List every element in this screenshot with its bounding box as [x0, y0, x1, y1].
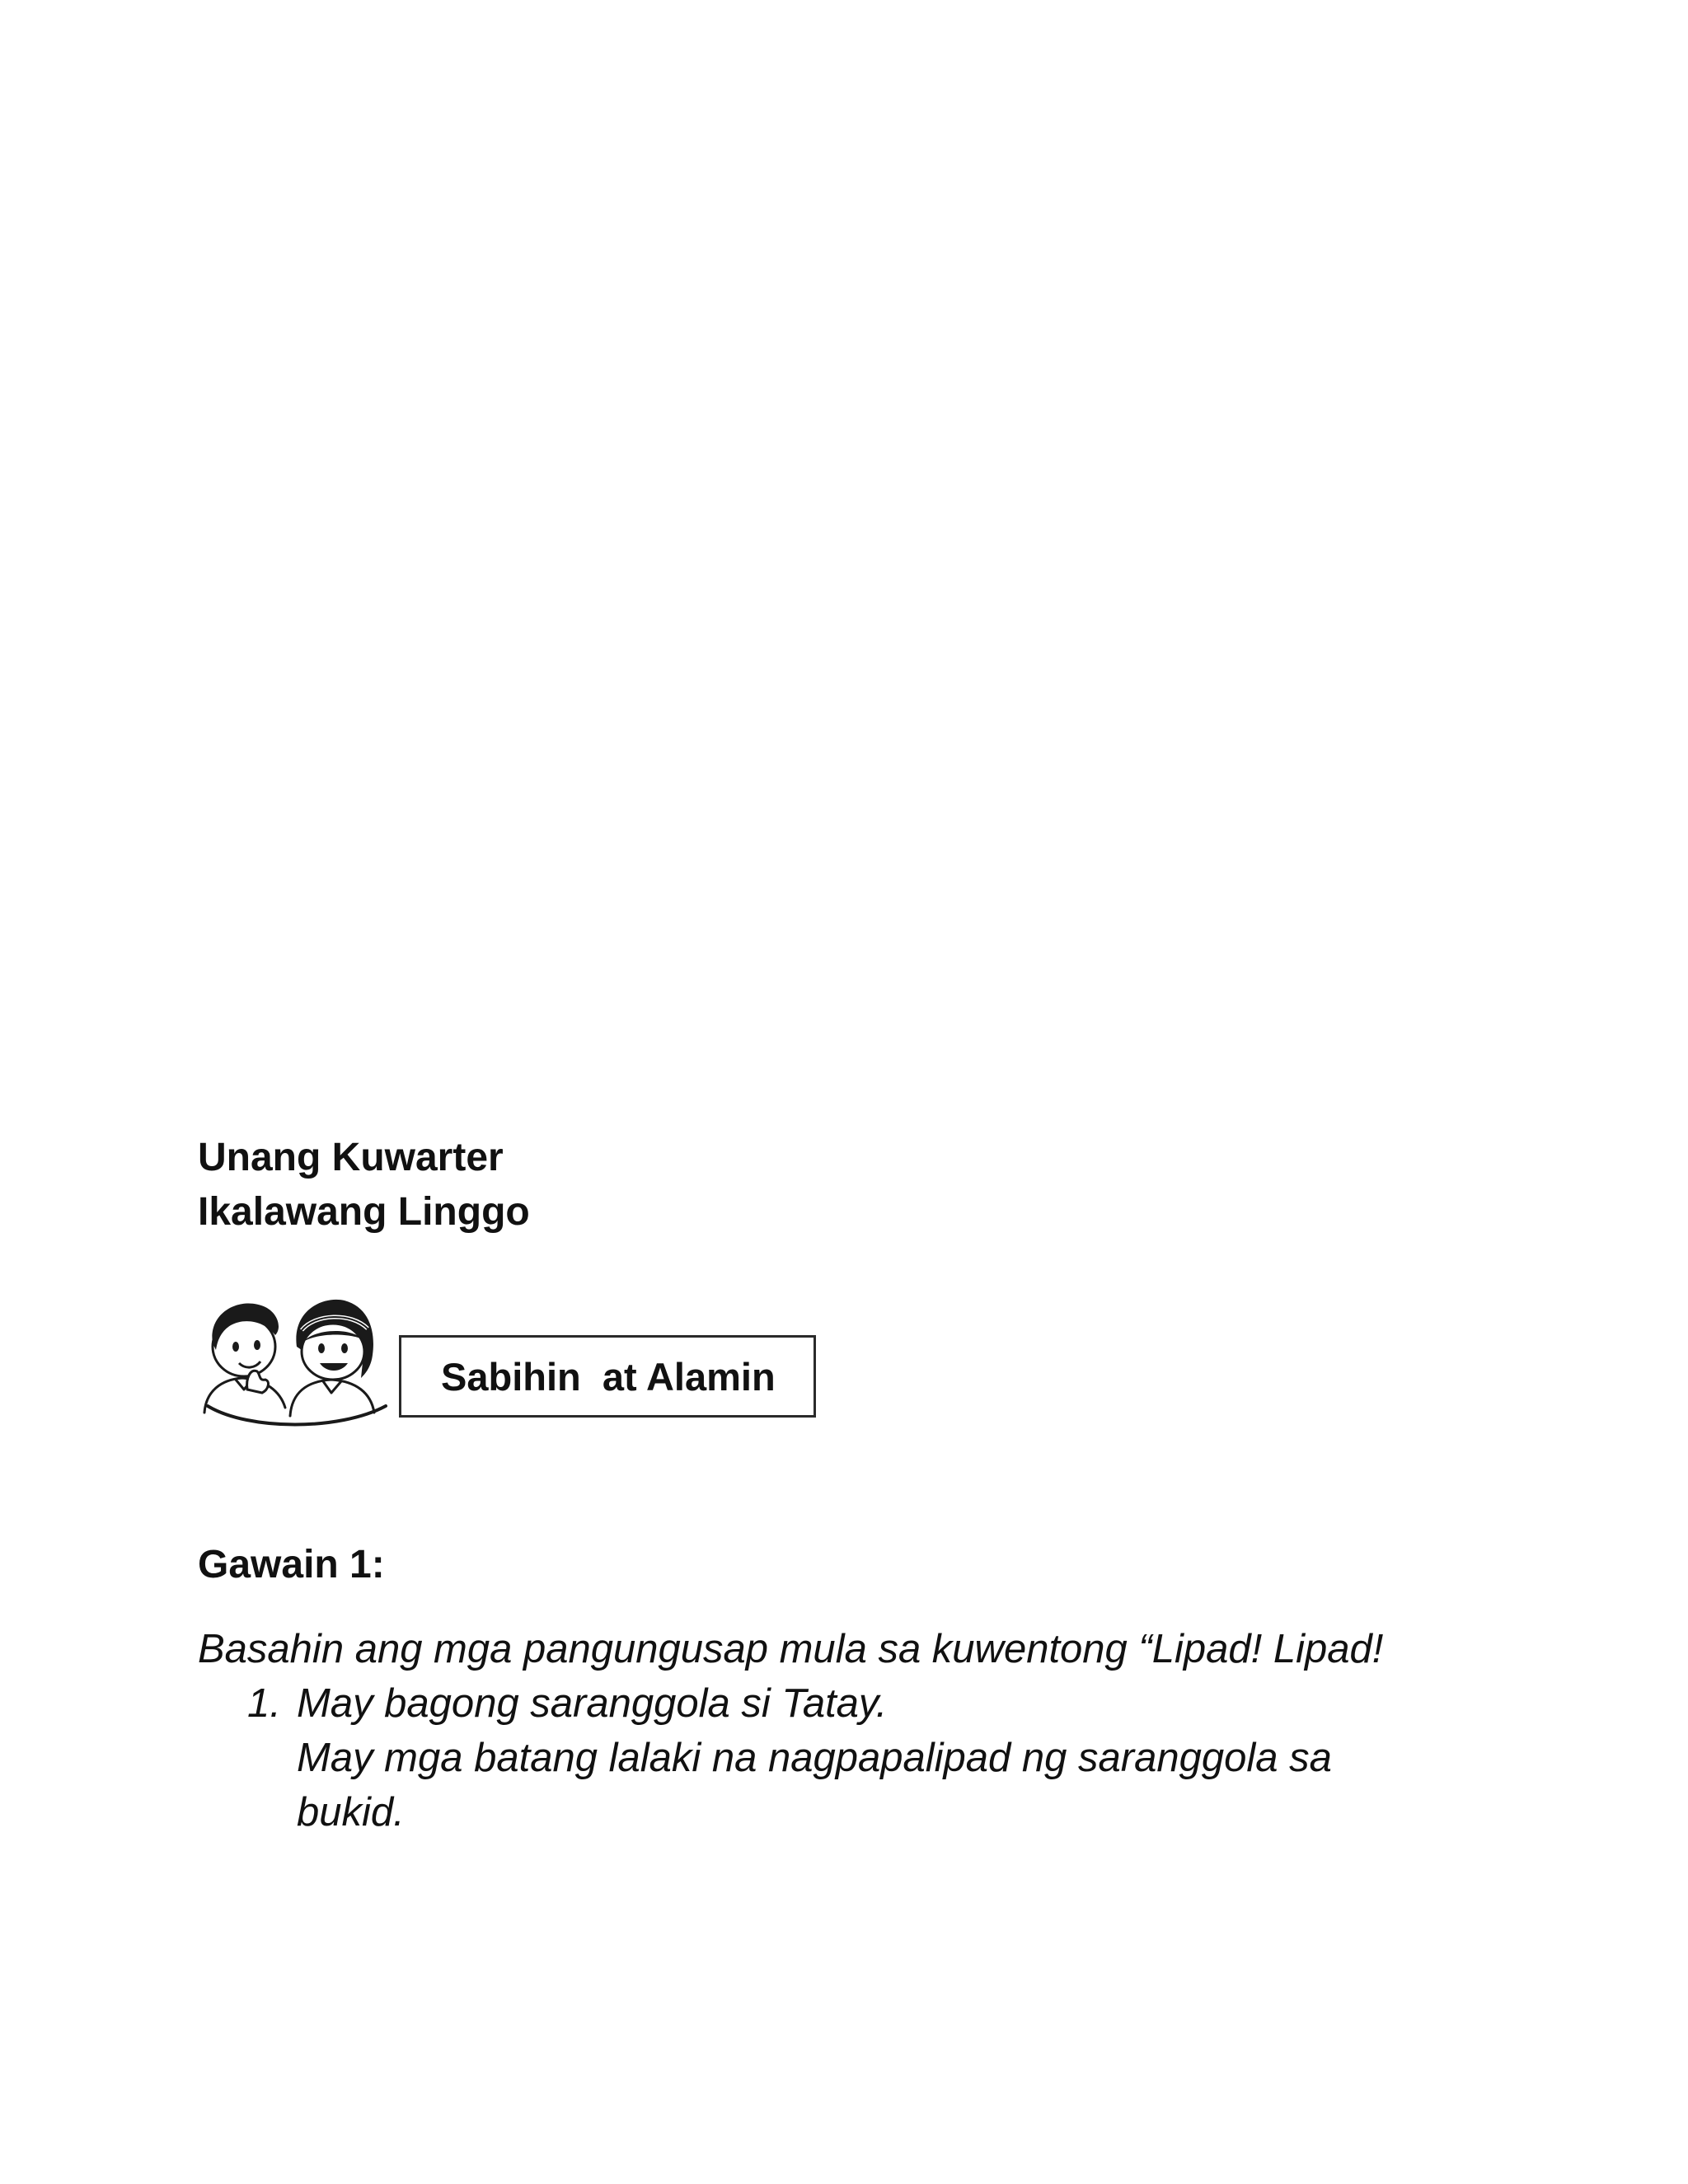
activity-title: Gawain 1:	[198, 1543, 385, 1586]
heading-block	[198, 1131, 530, 1240]
week-heading: Ikalawang Linggo	[198, 1190, 530, 1234]
activity-instruction: Basahin ang mga pangungusap mula sa kuwentong “Lipad! Lipad!	[198, 1627, 1384, 1671]
sentence-line: bukid.	[297, 1790, 405, 1835]
item-body	[297, 1676, 1442, 1840]
sentence-line: May bagong saranggola si Tatay.	[297, 1681, 888, 1726]
section-title-box	[399, 1335, 816, 1418]
section-title: Sabihin at Alamin	[441, 1354, 776, 1399]
two-children-talking-icon	[199, 1292, 391, 1429]
item-number: 1.	[247, 1681, 281, 1726]
sentence-line: May mga batang lalaki na nagpapalipad ng saranggola sa	[297, 1736, 1332, 1780]
list-item	[247, 1676, 1442, 1840]
sentence-list	[247, 1676, 1442, 1840]
quarter-heading: Unang Kuwarter	[198, 1136, 504, 1179]
